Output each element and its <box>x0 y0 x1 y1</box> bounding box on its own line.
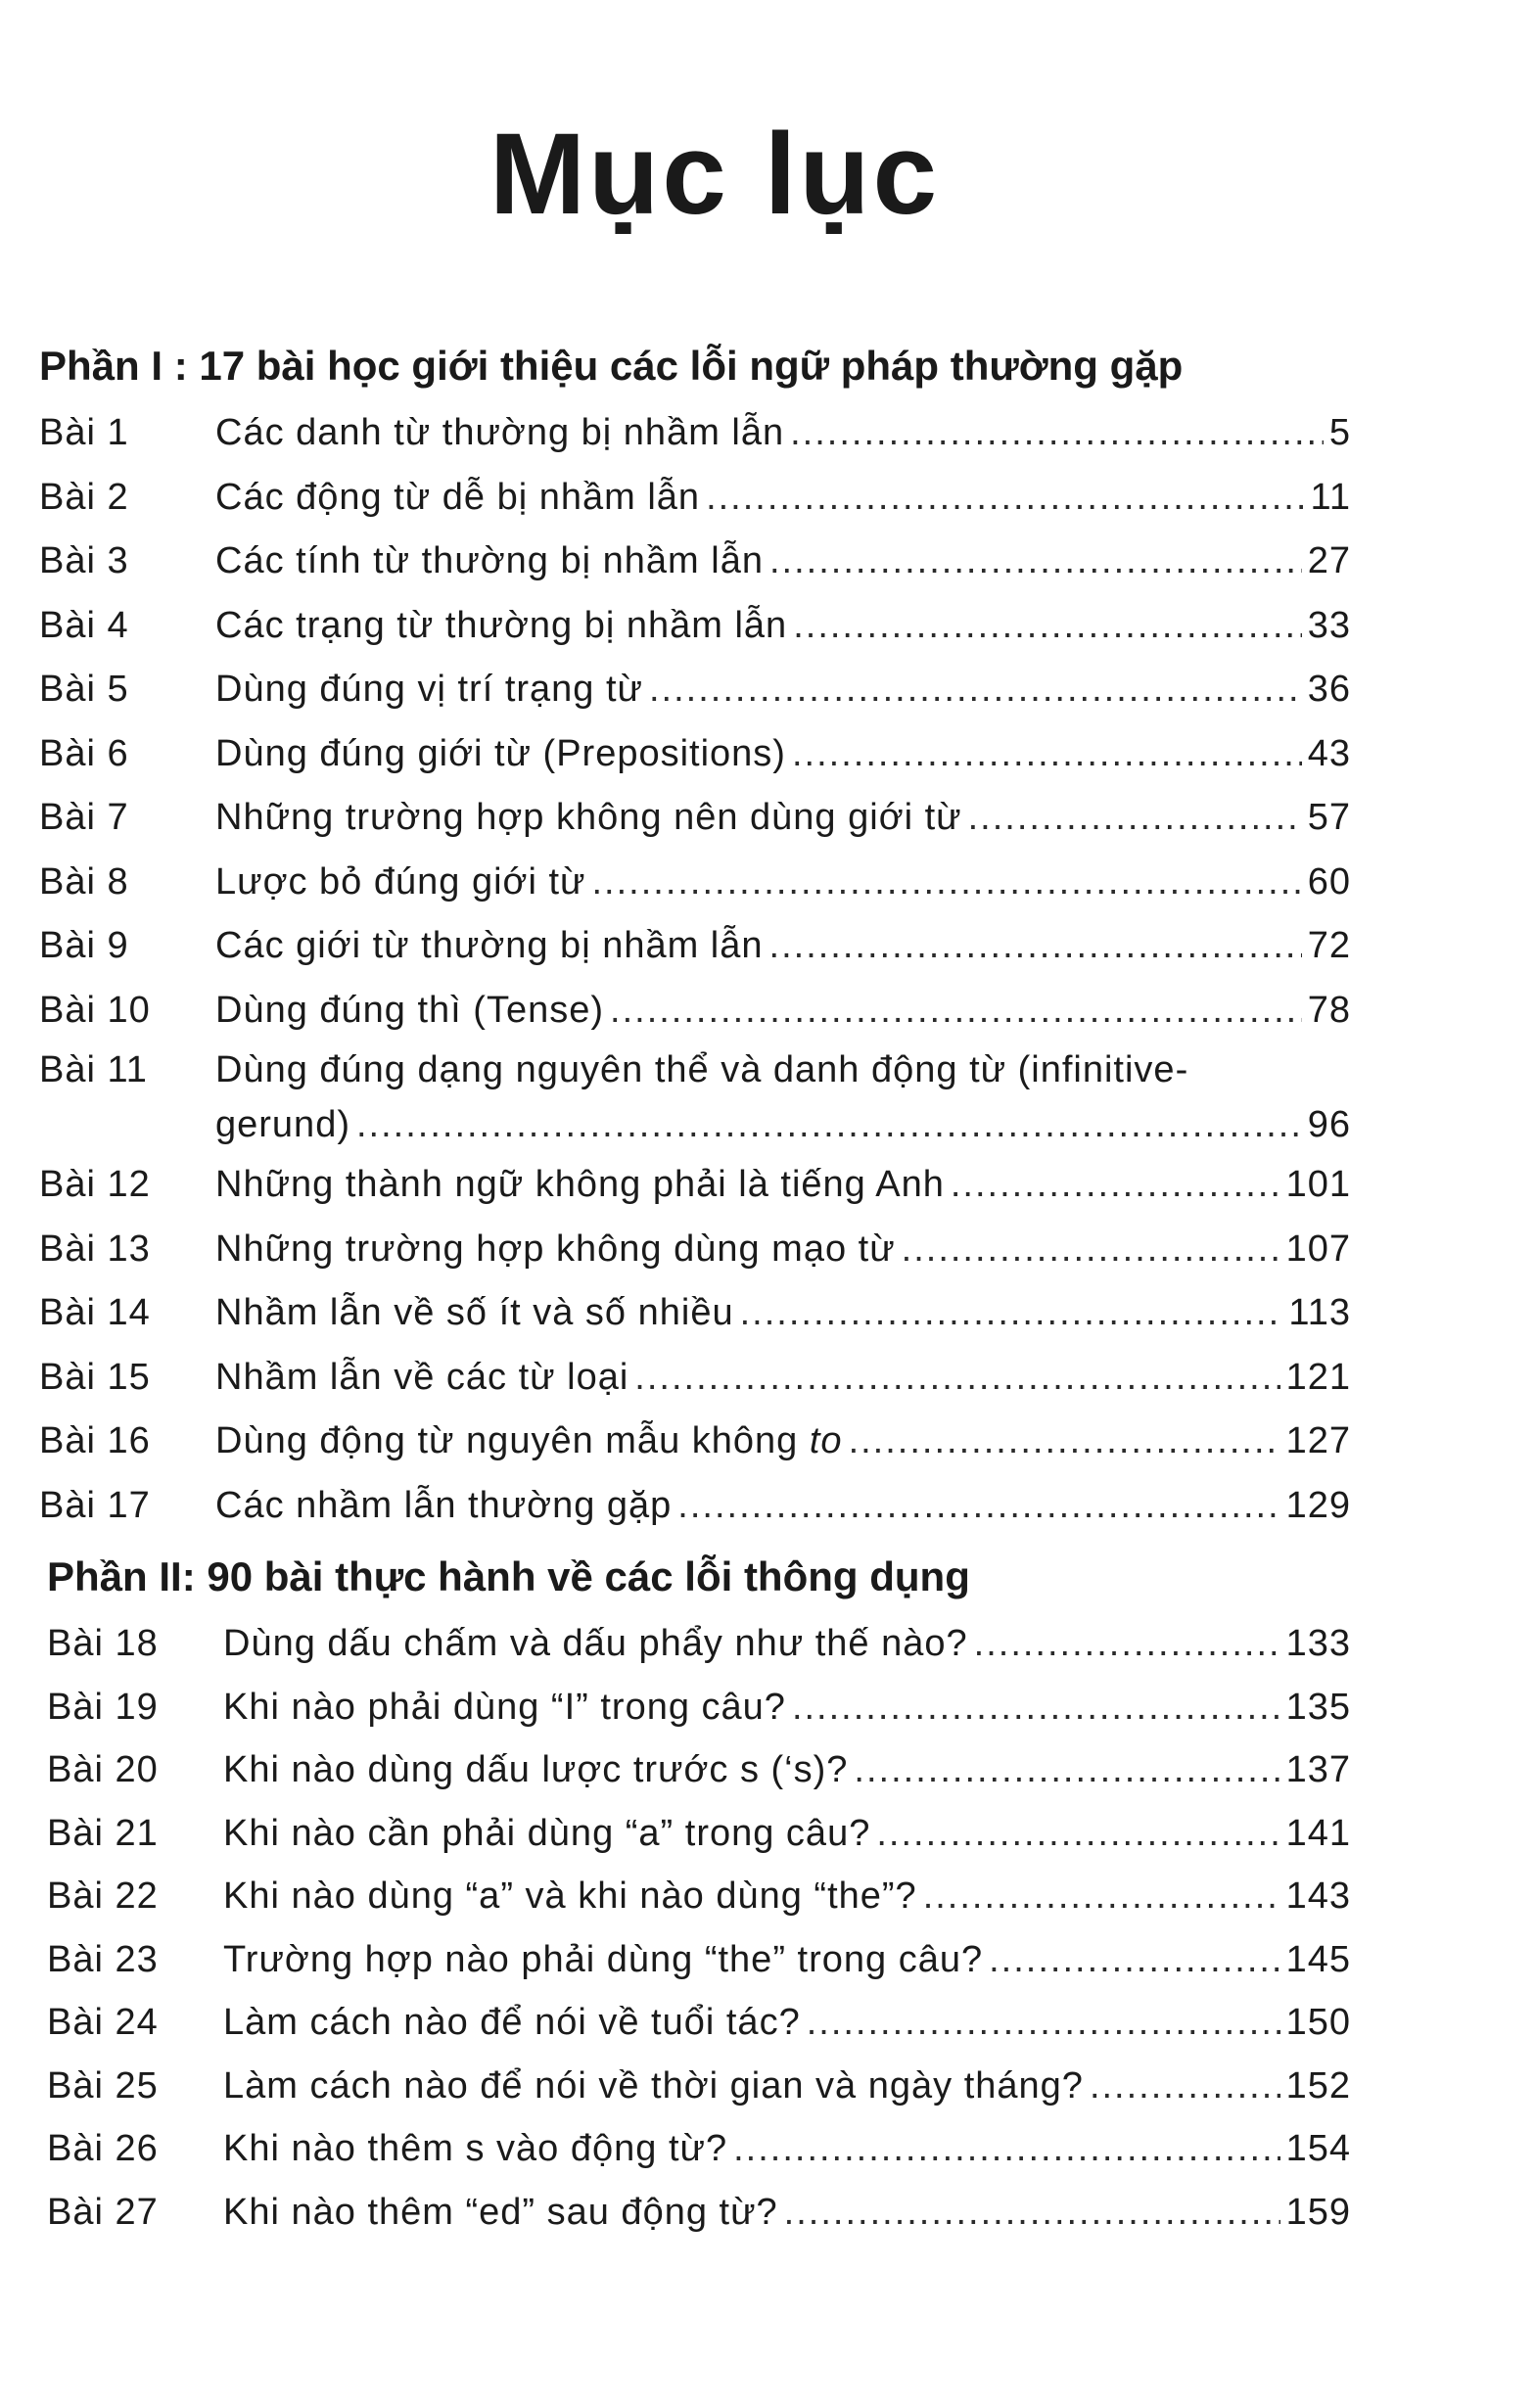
dot-leader <box>989 1928 1279 1992</box>
lesson-title: Dùng đúng giới từ (Prepositions) <box>215 732 786 774</box>
page-number: 152 <box>1285 2064 1351 2107</box>
dot-leader <box>634 1346 1279 1411</box>
dot-leader <box>876 1802 1279 1866</box>
page-number: 154 <box>1285 2128 1351 2169</box>
dot-leader <box>1090 2055 1280 2118</box>
lesson-title-line-1: Dùng đúng dạng nguyên thể và danh động từ (infinitive- <box>215 1049 1189 1090</box>
lesson-title: Các động từ dễ bị nhầm lẫn <box>215 476 701 518</box>
lesson-title: Các giới từ thường bị nhầm lẫn <box>215 925 764 966</box>
lesson-title: Khi nào thêm “ed” sau động từ? <box>223 2191 778 2233</box>
dot-leader <box>923 1865 1280 1928</box>
part-1-heading: Phần I : 17 bài học giới thiệu các lỗi ngữ pháp thường gặp <box>39 343 1184 389</box>
page-number: 11 <box>1310 476 1351 518</box>
lesson-number: Bài 2 <box>39 476 129 518</box>
dot-leader <box>968 786 1302 851</box>
lesson-title: Khi nào dùng dấu lược trước s (‘s)? <box>223 1749 849 1790</box>
toc-entry[interactable] <box>39 466 1351 531</box>
toc-entry[interactable] <box>39 2117 1351 2181</box>
page-number: 5 <box>1328 412 1351 453</box>
dot-leader <box>610 979 1302 1043</box>
lesson-number: Bài 26 <box>47 2128 159 2169</box>
toc-entry[interactable] <box>39 594 1351 659</box>
lesson-title: Các tính từ thường bị nhầm lẫn <box>215 540 764 581</box>
page-number: 159 <box>1285 2191 1351 2233</box>
lesson-title: Các trạng từ thường bị nhầm lẫn <box>215 604 788 646</box>
page-number: 78 <box>1307 989 1351 1031</box>
toc-entry[interactable] <box>39 1802 1351 1866</box>
dot-leader <box>792 1676 1280 1739</box>
page-number: 33 <box>1307 604 1351 646</box>
lesson-number: Bài 23 <box>47 1938 159 1980</box>
toc-entry[interactable] <box>39 1865 1351 1928</box>
lesson-number: Bài 3 <box>39 540 129 581</box>
lesson-title: Các danh từ thường bị nhầm lẫn <box>215 412 785 453</box>
lesson-number: Bài 24 <box>47 2002 159 2043</box>
dot-leader <box>790 401 1324 466</box>
toc-entry[interactable] <box>39 786 1351 851</box>
lesson-number: Bài 18 <box>47 1623 159 1664</box>
lesson-number: Bài 14 <box>39 1292 151 1333</box>
page-number: 96 <box>1307 1104 1351 1145</box>
lesson-number: Bài 25 <box>47 2064 159 2107</box>
page-number: 43 <box>1307 732 1351 774</box>
toc-entry[interactable] <box>39 1410 1351 1474</box>
toc-entry[interactable] <box>39 1346 1351 1411</box>
dot-leader <box>649 658 1302 722</box>
part-1-entries <box>39 401 1351 1538</box>
toc-entry[interactable] <box>39 1612 1351 1676</box>
lesson-number: Bài 21 <box>47 1812 159 1854</box>
lesson-number: Bài 6 <box>39 732 129 774</box>
toc-entry[interactable] <box>39 1153 1351 1218</box>
lesson-title: Khi nào dùng “a” và khi nào dùng “the”? <box>223 1875 917 1917</box>
dot-leader <box>769 914 1302 979</box>
lesson-number: Bài 27 <box>47 2191 159 2233</box>
toc-entry[interactable] <box>39 401 1351 466</box>
lesson-number: Bài 10 <box>39 989 151 1031</box>
toc-entry[interactable] <box>39 2055 1351 2118</box>
lesson-title: Những thành ngữ không phải là tiếng Anh <box>215 1164 945 1205</box>
lesson-number: Bài 5 <box>39 669 129 710</box>
page-title: Mục lục <box>488 110 941 239</box>
page-number: 121 <box>1285 1356 1351 1398</box>
toc-entry[interactable] <box>39 1042 1351 1153</box>
lesson-number: Bài 13 <box>39 1227 151 1270</box>
lesson-number: Bài 15 <box>39 1356 151 1398</box>
toc-entry[interactable] <box>39 1991 1351 2055</box>
lesson-title: Làm cách nào để nói về tuổi tác? <box>223 2002 801 2043</box>
dot-leader <box>974 1612 1280 1676</box>
dot-leader <box>854 1738 1279 1802</box>
page-number: 145 <box>1285 1938 1351 1980</box>
lesson-number: Bài 12 <box>39 1164 151 1205</box>
toc-entry[interactable] <box>39 1218 1351 1282</box>
lesson-number: Bài 16 <box>39 1420 151 1461</box>
toc-entry[interactable] <box>39 1738 1351 1802</box>
page-number: 129 <box>1285 1484 1351 1526</box>
toc-entry[interactable] <box>39 2181 1351 2245</box>
lesson-title: Khi nào phải dùng “I” trong câu? <box>223 1686 786 1728</box>
toc-entry[interactable] <box>39 658 1351 722</box>
page-number: 27 <box>1307 540 1351 581</box>
page-number: 107 <box>1285 1227 1351 1270</box>
page-number: 135 <box>1285 1686 1351 1728</box>
dot-leader <box>740 1281 1283 1346</box>
page-number: 113 <box>1288 1292 1351 1333</box>
page-number: 57 <box>1307 797 1351 838</box>
toc-entry[interactable] <box>39 851 1351 915</box>
lesson-number: Bài 4 <box>39 604 129 646</box>
lesson-number: Bài 22 <box>47 1875 159 1917</box>
lesson-number: Bài 11 <box>39 1049 148 1090</box>
part-2-heading: Phần II: 90 bài thực hành về các lỗi thông dụng <box>47 1553 970 1599</box>
lesson-title: Những trường hợp không nên dùng giới từ <box>215 797 962 838</box>
lesson-title-line-2: gerund) <box>215 1104 350 1145</box>
dot-leader <box>769 530 1302 594</box>
dot-leader <box>951 1153 1280 1218</box>
toc-entry[interactable] <box>39 1928 1351 1992</box>
toc-entry[interactable] <box>39 1474 1351 1539</box>
dot-leader <box>706 466 1304 531</box>
dot-leader <box>902 1218 1280 1282</box>
table-of-contents <box>39 331 1351 2244</box>
page-number: 72 <box>1307 925 1351 966</box>
page-number: 133 <box>1285 1623 1351 1664</box>
lesson-title: Các nhầm lẫn thường gặp <box>215 1484 673 1526</box>
lesson-title: Làm cách nào để nói về thời gian và ngày tháng? <box>223 2064 1084 2107</box>
toc-entry[interactable] <box>39 914 1351 979</box>
lesson-title-main: Dùng động từ nguyên mẫu không <box>215 1420 799 1461</box>
toc-entry[interactable] <box>39 979 1351 1043</box>
toc-entry[interactable] <box>39 722 1351 787</box>
lesson-title: Dùng dấu chấm và dấu phẩy như thế nào? <box>223 1623 968 1664</box>
lesson-number: Bài 7 <box>39 797 129 838</box>
lesson-title: Những trường hợp không dùng mạo từ <box>215 1227 896 1270</box>
lesson-number: Bài 9 <box>39 925 129 966</box>
toc-entry[interactable] <box>39 530 1351 594</box>
lesson-title: Nhầm lẫn về các từ loại <box>215 1356 629 1398</box>
lesson-title: Khi nào cần phải dùng “a” trong câu? <box>223 1812 871 1854</box>
lesson-title: Khi nào thêm s vào động từ? <box>223 2128 728 2169</box>
lesson-title <box>215 1410 843 1474</box>
page-number: 143 <box>1285 1875 1351 1917</box>
page-number: 150 <box>1285 2002 1351 2043</box>
lesson-number: Bài 1 <box>39 412 129 453</box>
page-number: 141 <box>1285 1812 1351 1854</box>
page-number: 127 <box>1285 1420 1351 1461</box>
lesson-title-italic: to <box>809 1420 843 1461</box>
part-2-entries <box>39 1612 1351 2244</box>
dot-leader <box>792 722 1302 787</box>
lesson-title: Lược bỏ đúng giới từ <box>215 860 586 903</box>
dot-leader <box>733 2117 1280 2181</box>
lesson-number: Bài 20 <box>47 1749 159 1790</box>
dot-leader <box>807 1991 1280 2055</box>
lesson-number: Bài 17 <box>39 1484 151 1526</box>
dot-leader <box>677 1474 1279 1539</box>
lesson-number: Bài 19 <box>47 1686 159 1728</box>
lesson-number: Bài 8 <box>39 860 129 903</box>
page-number: 60 <box>1307 860 1351 903</box>
page-number: 101 <box>1285 1164 1351 1205</box>
dot-leader <box>793 594 1302 659</box>
dot-leader <box>356 1097 1302 1153</box>
toc-entry[interactable] <box>39 1676 1351 1739</box>
lesson-title: Trường hợp nào phải dùng “the” trong câu? <box>223 1938 984 1980</box>
page-number: 36 <box>1307 669 1351 710</box>
page-number: 137 <box>1285 1749 1351 1790</box>
lesson-title: Dùng đúng vị trí trạng từ <box>215 669 643 710</box>
dot-leader <box>849 1410 1280 1474</box>
toc-entry[interactable] <box>39 1281 1351 1346</box>
lesson-title: Dùng đúng thì (Tense) <box>215 989 605 1031</box>
lesson-title: Nhầm lẫn về số ít và số nhiều <box>215 1292 734 1333</box>
dot-leader <box>591 851 1301 915</box>
dot-leader <box>784 2181 1280 2245</box>
